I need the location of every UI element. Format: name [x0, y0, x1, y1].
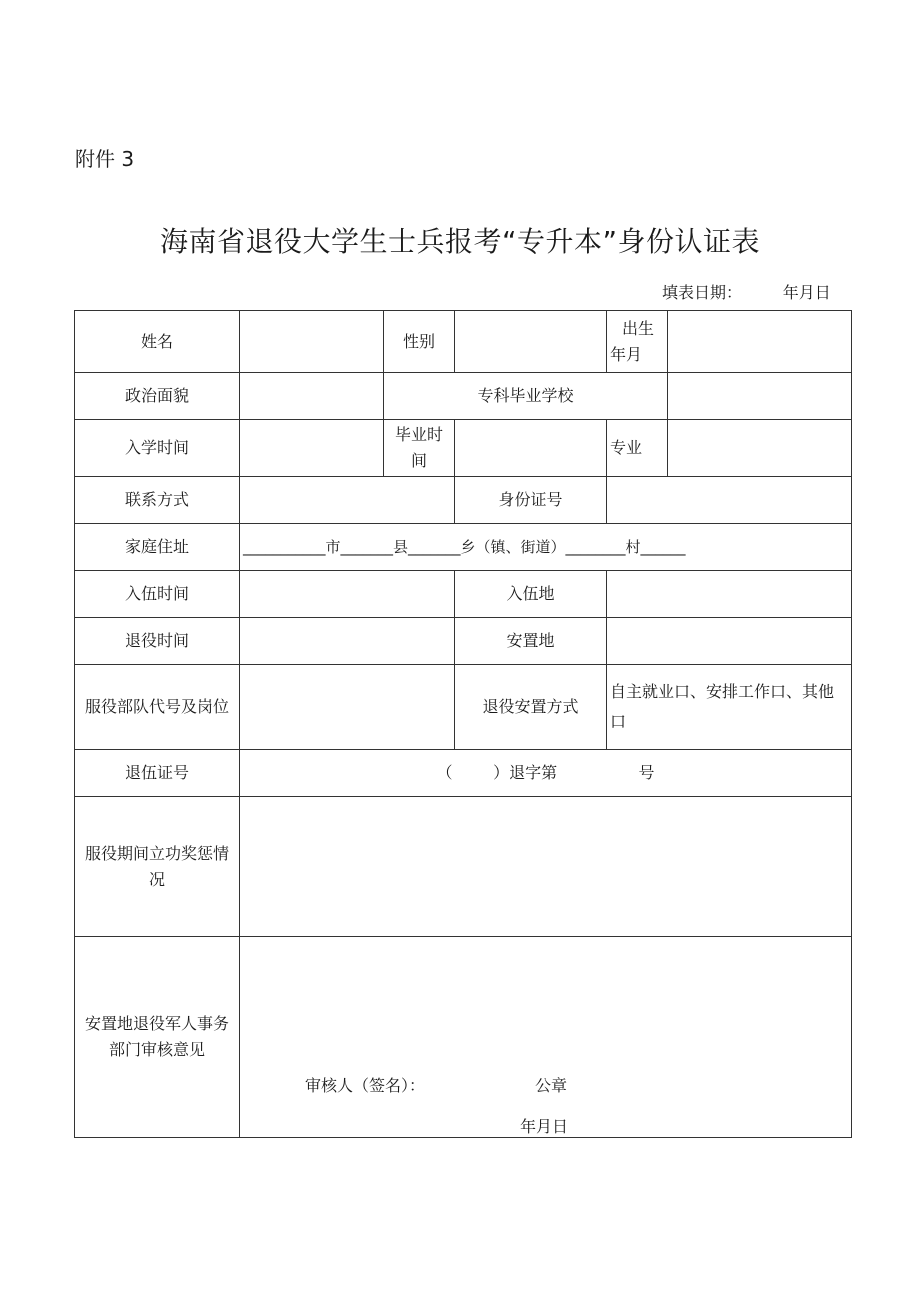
- form-row-retire: [75, 618, 852, 665]
- id-label: 身份证号: [455, 477, 607, 524]
- id-field[interactable]: [607, 477, 852, 524]
- birth-label-line1: 出生: [622, 318, 655, 338]
- political-label: 政治面貌: [75, 373, 240, 420]
- cert-label: 退伍证号: [75, 750, 240, 797]
- review-field[interactable]: [240, 937, 852, 1138]
- cert-field[interactable]: （ ）退字第 号: [240, 750, 852, 797]
- enlist-time-label: 入伍时间: [75, 571, 240, 618]
- form-row-awards: [75, 797, 852, 937]
- awards-field[interactable]: [240, 797, 852, 937]
- gender-label: 性别: [384, 311, 455, 373]
- gender-field[interactable]: [455, 311, 607, 373]
- enlist-place-label: 入伍地: [455, 571, 607, 618]
- placement-field[interactable]: [607, 618, 852, 665]
- form-row-enroll: [75, 420, 852, 477]
- enlist-place-field[interactable]: [607, 571, 852, 618]
- enroll-field[interactable]: [240, 420, 384, 477]
- birth-field[interactable]: [668, 311, 852, 373]
- form-row-name: [75, 311, 852, 373]
- form-row-enlist: [75, 571, 852, 618]
- unit-field[interactable]: [240, 665, 455, 750]
- birth-label-line2: 年月: [610, 344, 643, 364]
- fill-date: 填表日期： 年月日: [662, 283, 831, 302]
- attachment-label: 附件 3: [75, 147, 135, 171]
- name-label: 姓名: [75, 311, 240, 373]
- form-row-address: [75, 524, 852, 571]
- form-row-political: [75, 373, 852, 420]
- major-field[interactable]: [668, 420, 852, 477]
- grad-time-field[interactable]: [455, 420, 607, 477]
- contact-label: 联系方式: [75, 477, 240, 524]
- major-label: 专业: [607, 420, 668, 477]
- seal-label: 公章: [535, 1076, 568, 1095]
- review-label: 安置地退役军人事务部门审核意见: [75, 937, 240, 1138]
- retire-time-label: 退役时间: [75, 618, 240, 665]
- retire-time-field[interactable]: [240, 618, 455, 665]
- address-field[interactable]: ___________市_______县_______乡（镇、街道）________村______: [240, 524, 852, 571]
- contact-field[interactable]: [240, 477, 455, 524]
- enlist-time-field[interactable]: [240, 571, 455, 618]
- political-field[interactable]: [240, 373, 384, 420]
- grad-time-label-line1: 毕业时: [394, 425, 443, 444]
- grad-time-label-line2: 间: [410, 451, 427, 470]
- form-row-cert: [75, 750, 852, 797]
- college-field[interactable]: [668, 373, 852, 420]
- form-row-contact: [75, 477, 852, 524]
- unit-label: 服役部队代号及岗位: [75, 665, 240, 750]
- review-date-label: 年月日: [520, 1117, 569, 1136]
- form-row-unit: [75, 665, 852, 750]
- certification-form-table: [74, 310, 852, 1138]
- college-label: 专科毕业学校: [384, 373, 668, 420]
- enroll-label: 入学时间: [75, 420, 240, 477]
- placement-label: 安置地: [455, 618, 607, 665]
- grad-time-label: [384, 420, 455, 477]
- awards-label: 服役期间立功奖惩情况: [75, 797, 240, 937]
- name-field[interactable]: [240, 311, 384, 373]
- birth-label: [607, 311, 668, 373]
- placement-method-label: 退役安置方式: [455, 665, 607, 750]
- page-title: 海南省退役大学生士兵报考“专升本”身份认证表: [159, 225, 760, 258]
- form-row-review: [75, 937, 852, 1138]
- placement-options[interactable]: 自主就业口、安排工作口、其他口: [607, 665, 852, 750]
- address-label: 家庭住址: [75, 524, 240, 571]
- reviewer-signature-label: 审核人（签名）：: [305, 1076, 426, 1095]
